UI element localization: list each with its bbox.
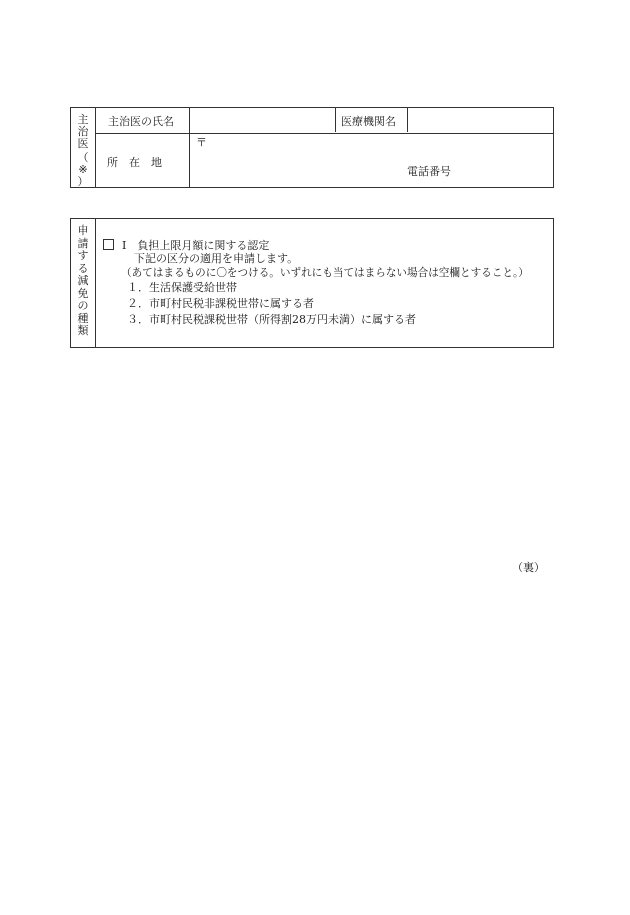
label-char: の — [77, 299, 89, 312]
item-checkbox[interactable] — [103, 239, 114, 250]
label-char: る — [77, 261, 89, 275]
label-char: ※ — [78, 163, 88, 176]
postal-mark: 〒 — [196, 136, 207, 149]
option-2[interactable]: ２．市町村民税非課税世帯に属する者 — [127, 297, 314, 310]
institution-name-label: 医療機関名 — [341, 115, 396, 128]
doctor-name-label: 主治医の氏名 — [108, 115, 174, 128]
instruction-line-2: （あてはまるものに〇をつける。いずれにも当てはまらない場合は空欄とすること。） — [121, 267, 529, 279]
label-char: 申 — [77, 224, 89, 237]
column-divider — [407, 108, 408, 132]
doctor-name-field[interactable] — [191, 110, 333, 130]
table-divider — [95, 219, 96, 347]
label-char: ） — [77, 175, 89, 188]
application-section-label — [71, 225, 95, 338]
institution-name-field[interactable] — [409, 110, 551, 130]
page-back-marker: （裏） — [512, 561, 545, 574]
doctor-section-label — [71, 114, 95, 188]
table-divider — [95, 108, 96, 187]
item-title-row — [103, 239, 269, 253]
label-char: 治 — [77, 125, 89, 138]
label-char: 減 — [77, 274, 89, 287]
label-char: （ — [77, 151, 89, 164]
option-1[interactable]: １．生活保護受給世帯 — [127, 281, 237, 294]
address-label: 所 在 地 — [107, 156, 162, 169]
application-type-table — [70, 218, 554, 348]
instruction-line-1: 下記の区分の適用を申請します。 — [134, 252, 299, 265]
column-divider — [189, 108, 190, 187]
column-divider — [335, 108, 336, 132]
option-3[interactable]: ３．市町村民税課税世帯（所得割28万円未満）に属する者 — [127, 313, 416, 326]
phone-label: 電話番号 — [407, 165, 451, 178]
label-char: 医 — [77, 137, 89, 150]
label-char: 主 — [77, 113, 89, 126]
item-title: Ⅰ 負担上限月額に関する認定 — [122, 239, 270, 252]
label-char: 免 — [77, 286, 89, 300]
label-char: 種 — [77, 311, 89, 325]
label-char: 請 — [77, 236, 89, 250]
label-char: す — [77, 249, 89, 262]
label-char: 類 — [77, 324, 89, 337]
doctor-info-table — [70, 107, 554, 188]
row-divider — [95, 133, 553, 134]
